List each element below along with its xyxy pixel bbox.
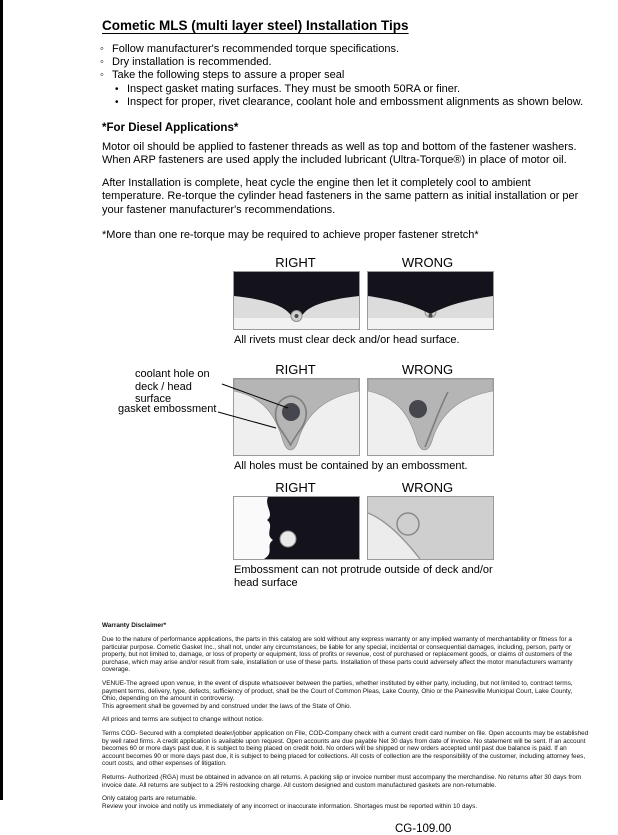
wrong-label: WRONG	[401, 480, 454, 496]
figure-embossment-protrusion	[233, 480, 592, 590]
tip-text: Inspect for proper, rivet clearance, coolant hole and embossment alignments as shown below.	[127, 95, 584, 108]
tip-text: Inspect gasket mating surfaces. They must be smooth 50RA or finer.	[127, 82, 461, 95]
tip-text: Follow manufacturer's recommended torque specifications.	[112, 43, 400, 55]
figure-labels	[233, 362, 592, 377]
open-bullet-icon: ◦	[100, 69, 104, 82]
wrong-label: WRONG	[401, 362, 454, 378]
rivet-wrong-image	[367, 271, 494, 330]
retorque-note: *More than one re-torque may be required to achieve proper fastener stretch*	[102, 229, 479, 242]
figure-panels	[233, 496, 592, 560]
warranty-paragraph: Terms COD- Secured with a completed dealer/jobber application on File, COD-Company check with a current credit card number on file. Open accounts may be established by well rated firms. A credit application is available upon request. Open accounts are due payable Net 30 days from date of invoice. No statement will be sent. If an account becomes 60 or more days past due, it is subject to being placed on credit hold. No orders will be shipped or new orders accepted until past due balance is paid. If an account becomes 90 or more days past due, it is subject to being placed for collections. All costs of collection are the responsibility of the customer, including attorney fees, court costs, and other expenses of litigation.	[102, 729, 589, 768]
list-item	[100, 69, 592, 82]
diesel-applications-heading: *For Diesel Applications*	[102, 122, 239, 135]
figure-caption: All holes must be contained by an embossment.	[234, 460, 468, 473]
warranty-disclaimer-section	[102, 622, 589, 810]
embossment-right-image	[233, 378, 360, 456]
figure-hole-embossment	[118, 362, 592, 473]
protrusion-wrong-image	[367, 496, 494, 560]
installation-tips-list	[100, 43, 592, 109]
open-bullet-icon: ◦	[100, 56, 104, 69]
figure-caption: Embossment can not protrude outside of deck and/or head surface	[234, 564, 493, 590]
warranty-heading: Warranty Disclaimer*	[102, 622, 167, 630]
warranty-paragraph: Returns- Authorized (RGA) must be obtained in advance on all returns. A packing slip or invoice number must accompany the merchandise. No returns after 30 days from invoice date. All returns are subject to a 25% restocking charge. All custom designed and custom manufactured gaskets are non-returnable.	[102, 773, 582, 789]
rivet-right-image	[233, 271, 360, 330]
page-left-edge-rule	[0, 0, 3, 800]
right-label: RIGHT	[275, 255, 316, 271]
embossment-wrong-image	[367, 378, 494, 456]
warranty-paragraph: All prices and terms are subject to change without notice.	[102, 716, 264, 724]
list-item	[100, 43, 592, 56]
tip-text: Dry installation is recommended.	[112, 56, 272, 69]
protrusion-right-image	[233, 496, 360, 560]
warranty-paragraph: This agreement shall be governed by and construed under the laws of the State of Ohio.	[102, 702, 352, 710]
figure-labels	[233, 480, 592, 495]
tip-text: Take the following steps to assure a proper seal	[112, 69, 345, 82]
filled-bullet-icon: •	[115, 83, 119, 95]
catalog-page-code: CG-109.00	[395, 823, 452, 835]
warranty-paragraph: VENUE-The agreed upon venue, in the event of dispute whatsoever between the parties, whether instituted by either party, including, but not limited to, contract terms, payment terms, delivery, type, defects, sufficiency of product, shall be the Court of Common Pleas, Lake County, Ohio or the Painesville Municipal Court, Lake County, Ohio, depending on the amount in controversy.	[102, 680, 573, 703]
coolant-hole-annotation: coolant hole on deck / head surface	[135, 368, 210, 406]
wrong-label: WRONG	[401, 255, 454, 271]
figure-caption: All rivets must clear deck and/or head surface.	[234, 334, 460, 347]
right-label: RIGHT	[275, 480, 316, 496]
diesel-paragraph: Motor oil should be applied to fastener threads as well as top and bottom of the fastener washers. When ARP fasteners are used apply the included lubricant (Ultra-Torque®) in place of motor oil.	[102, 141, 577, 167]
page-title: Cometic MLS (multi layer steel) Installation Tips	[102, 18, 409, 33]
list-item	[115, 96, 592, 109]
gasket-embossment-annotation: gasket embossment	[118, 403, 217, 416]
list-item	[100, 56, 592, 69]
filled-bullet-icon: •	[115, 96, 119, 108]
figure-labels	[233, 255, 592, 270]
right-label: RIGHT	[275, 362, 316, 378]
warranty-paragraph: Due to the nature of performance applications, the parts in this catalog are sold without any express warranty or any implied warranty of merchantability or fitness for a particular purpose. Cometic Gasket Inc., shall not, under any circumstances, be liable for any special, incidental or consequential damages, including, person, party or property, but not limited to, damage, or loss of property or equipment, loss of profits or revenue, cost of purchased or replacement goods, or claims of customers of the purchase, which may arise and/or result from sale, installation or use of these parts. Installation of these parts could adversely affect the motor manufacturers warranty coverage.	[102, 636, 573, 674]
list-item	[115, 83, 592, 96]
open-bullet-icon: ◦	[100, 43, 104, 55]
diesel-paragraph: After Installation is complete, heat cycle the engine then let it completely cool to ambient temperature. Re-torque the cylinder head fasteners in the same pattern as initial installation or per your fastener manufacturer's recommendations.	[102, 176, 579, 216]
warranty-paragraph: Only catalog parts are returnable.	[102, 795, 197, 803]
document-content	[100, 0, 592, 835]
figure-rivet-clearance	[233, 255, 592, 347]
figure-panels	[233, 271, 592, 330]
warranty-paragraph: Review your invoice and notify us immediately of any incorrect or inaccurate information. Shortages must be reported within 10 days.	[102, 802, 478, 810]
figure-panels	[233, 378, 592, 456]
